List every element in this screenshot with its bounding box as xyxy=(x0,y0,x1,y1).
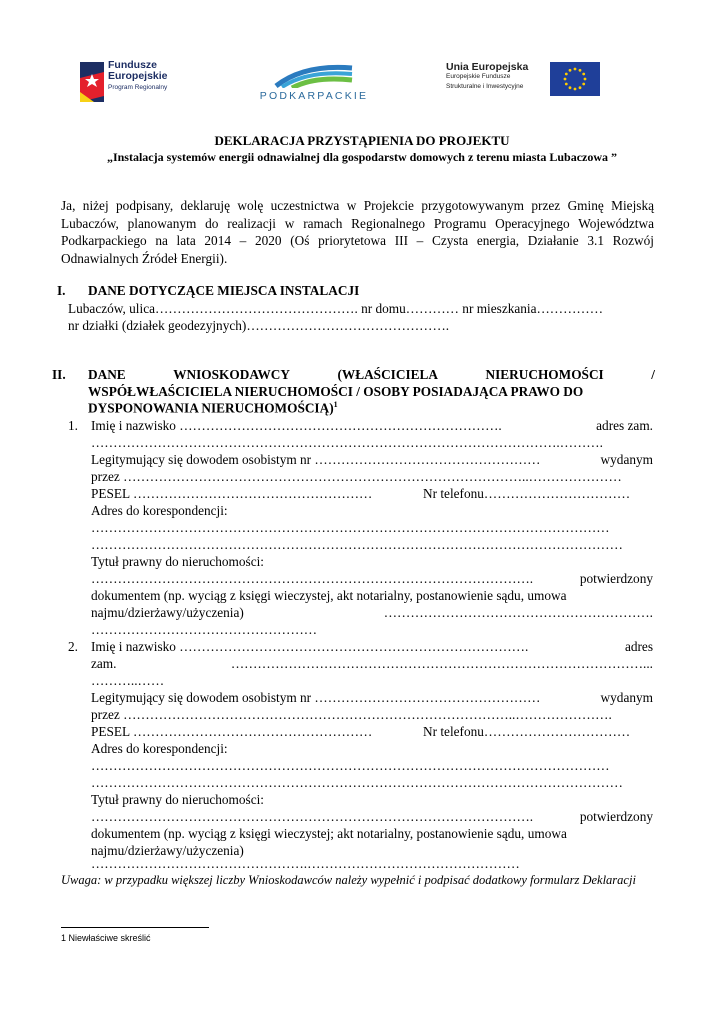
applicant2-pesel-field[interactable]: PESEL ……………………………………………… xyxy=(91,724,373,739)
section2-title-line1: DANE WNIOSKODAWCY (WŁAŚCICIELA NIERUCHOMOŚCI / xyxy=(88,367,655,382)
eu-flag-icon xyxy=(550,62,600,96)
applicant2-title-field[interactable]: ………………………………………………………………………………………. potwierdzony xyxy=(91,809,653,824)
applicant1-corr-label: Adres do korespondencji: xyxy=(91,503,228,518)
applicant1-issued-by-field[interactable]: przez ………………………………………………………………………………..………………… xyxy=(91,469,622,484)
applicant2-lease-text: najmu/dzierżawy/użyczenia) xyxy=(91,843,244,858)
applicant2-corr-line1[interactable]: ……………………………………………………………………………………………………… xyxy=(91,758,610,773)
unia-europejska-logo: Unia Europejska Europejskie Fundusze Strukturalne i Inwestycyjne xyxy=(446,62,606,102)
note-text: Uwaga: w przypadku większej liczby Wnioskodawców należy wypełnić i podpisać dodatkowy formularz Deklaracji xyxy=(61,873,636,887)
document-title: DEKLARACJA PRZYSTĄPIENIA DO PROJEKTU xyxy=(214,133,510,148)
applicant2-title-label: Tytuł prawny do nieruchomości: xyxy=(91,792,265,807)
applicant2-issued-by-field[interactable]: przez ……………………………………………………………………………..…………………. xyxy=(91,707,612,722)
applicant1-title-field[interactable]: ………………………………………………………………………………………. potwierdzony xyxy=(91,571,653,586)
footnote-ref: 1 xyxy=(333,400,338,409)
footnote: 1 Niewłaściwe skreślić xyxy=(61,933,151,943)
applicant1-id-field[interactable]: Legitymujący się dowodem osobistym nr …………………………………………… wydanym xyxy=(91,452,653,467)
applicant1-name-field[interactable]: Imię i nazwisko ………………………………………………………………. adres zam. xyxy=(91,418,653,433)
applicant1-corr-line2[interactable]: ………………………………………………………………………………………………………… xyxy=(91,537,623,552)
applicant2-corr-line2[interactable]: ………………………………………………………………………………………………………… xyxy=(91,775,623,790)
logo-bar xyxy=(0,56,724,106)
applicant2-document-text: dokumentem (np. wyciąg z księgi wieczystej; akt notarialny, postanowienie sądu, umowa xyxy=(91,826,567,841)
intro-paragraph: Ja, niżej podpisany, deklaruję wolę uczestnictwa w Projekcie przygotowywanym przez Gminę Miejską Lubaczów, planowanym do realizacji w ramach Regionalnego Programu Operacyjnego Województwa Podkarpackiego na lata 2014 – 2020 (Oś priorytetowa III – Czysta energia, Działanie 3.1 Rozwój Odnawialnych Źródeł Energii). xyxy=(61,198,654,266)
document-subtitle: „Instalacja systemów energii odnawialnej dla gospodarstw domowych z terenu miasta Lubaczowa ” xyxy=(106,150,618,164)
section2-title-line2: WSPÓŁWŁAŚCICIELA NIERUCHOMOŚCI / OSOBY POSIADAJĄCA PRAWO DO xyxy=(88,384,584,399)
applicant1-last-line[interactable]: …………………………………………… xyxy=(91,622,318,637)
applicant2-corr-label: Adres do korespondencji: xyxy=(91,741,228,756)
section1-number: I. xyxy=(57,283,66,298)
section2-number: II. xyxy=(52,367,66,382)
fe-star-icon xyxy=(80,62,104,102)
podkarpackie-waves-icon xyxy=(274,62,354,88)
applicant2-address-field[interactable]: zam. …………………………………………………………………………………... xyxy=(91,656,653,671)
applicant2-id-field[interactable]: Legitymujący się dowodem osobistym nr …………………………………………… wydanym xyxy=(91,690,653,705)
applicant1-phone-field[interactable]: Nr telefonu…………………………… xyxy=(423,486,631,501)
applicant1-document-text: dokumentem (np. wyciąg z księgi wieczystej, akt notarialny, postanowienie sądu, umowa xyxy=(91,588,567,603)
applicant2-name-field[interactable]: Imię i nazwisko ……………………………………………………………………. adres xyxy=(91,639,653,654)
section1-title: DANE DOTYCZĄCE MIEJSCA INSTALACJI xyxy=(88,283,360,298)
fundusze-europejskie-logo: Fundusze Europejskie Program Regionalny xyxy=(80,60,190,104)
applicant1-pesel-field[interactable]: PESEL ……………………………………………… xyxy=(91,486,373,501)
footnote-divider xyxy=(61,927,209,928)
applicant1-number: 1. xyxy=(68,418,78,433)
applicant2-address-cont[interactable]: ………..…… xyxy=(91,673,165,688)
plot-number-field[interactable]: nr działki (działek geodezyjnych)………………………………………. xyxy=(68,318,450,333)
applicant1-address-field[interactable]: …………………………………………………………………………………………….………. xyxy=(91,435,603,450)
applicant2-number: 2. xyxy=(68,639,78,654)
section2-title-line3: DYSPONOWANIA NIERUCHOMOŚCIĄ)$^1$ xyxy=(88,400,338,416)
applicant1-corr-line1[interactable]: ……………………………………………………………………………………………………… xyxy=(91,520,610,535)
applicant2-last-line[interactable]: ………………………………………….………………………………………… xyxy=(91,856,520,871)
applicant2-phone-field[interactable]: Nr telefonu…………………………… xyxy=(423,724,631,739)
applicant1-title-label: Tytuł prawny do nieruchomości: xyxy=(91,554,265,569)
installation-address-field[interactable]: Lubaczów, ulica………………………………………. nr domu………… nr mieszkania…………… xyxy=(68,301,603,316)
podkarpackie-logo: PODKARPACKIE xyxy=(258,56,370,104)
applicant1-lease-field[interactable]: najmu/dzierżawy/użyczenia) ……………………………………………………. xyxy=(91,605,653,620)
